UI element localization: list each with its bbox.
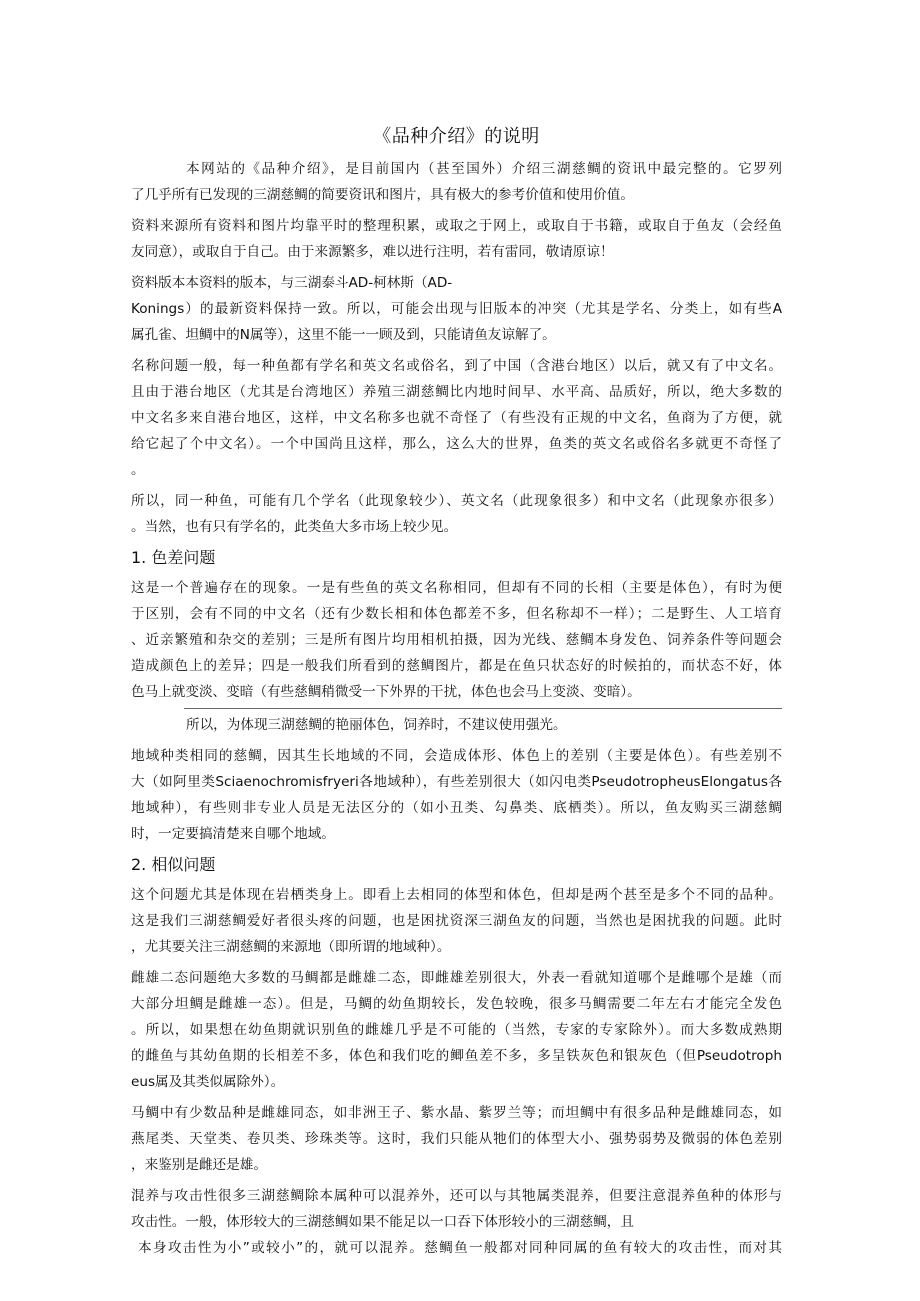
text-line: 大部分坦鲷是雌雄一态）。但是，马鲷的幼鱼期较长，发色较晚，很多马鲷需要二年左右才能完全发色 (131, 996, 782, 1012)
monomorphism-paragraph (131, 1100, 782, 1178)
dimorphism-paragraph (131, 965, 782, 1095)
document-title: 《品种介绍》的说明 (373, 126, 540, 147)
text-line: 这是一个普遍存在的现象。一是有些鱼的英文名称相同，但却有不同的长相（主要是体色），有时为便 (131, 580, 782, 596)
text-line: 本网站的《品种介绍》，是目前国内（甚至国外）介绍三湖慈鲷的资讯中最完整的。它罗列 (186, 161, 782, 177)
color-difference-paragraph (131, 575, 782, 705)
text-line: 且由于港台地区（尤其是台湾地区）养殖三湖慈鲷比内地时间早、水平高、品质好，所以，绝大多数的 (131, 384, 782, 400)
text-line: 造成颜色上的差异；四是一般我们所看到的慈鲷图片，都是在鱼只状态好的时候拍的，而状态不好，体 (131, 658, 782, 674)
section-heading-color-difference: 1. 色差问题 (131, 548, 216, 567)
text-line: 这是我们三湖慈鲷爱好者很头疼的问题，也是困扰资深三湖鱼友的问题，当然也是困扰我的问题。此时 (131, 913, 782, 929)
text-line: 给它起了个中文名）。一个中国尚且这样，那么，这么大的世界，鱼类的英文名或俗名多就更不奇怪了 (131, 436, 782, 452)
text-line: 地域种类相同的慈鲷，因其生长地域的不同，会造成体形、体色上的差别（主要是体色）。有些差别不 (131, 748, 782, 764)
text-line: 攻击性。一般，体形较大的三湖慈鲷如果不能足以一口吞下体形较小的三湖慈鲷，且 (131, 1214, 634, 1230)
text-line: 雌雄二态问题绝大多数的马鲷都是雌雄二态，即雌雄差别很大，外表一看就知道哪个是雌哪个是雄（而 (131, 970, 782, 986)
text-line: 。所以，如果想在幼鱼期就识别鱼的雌雄几乎是不可能的（当然，专家的专家除外）。而大多数成熟期 (131, 1022, 782, 1038)
lighting-advice-paragraph (131, 712, 782, 738)
text-line: 的雌鱼与其幼鱼期的长相差不多，体色和我们吃的鲫鱼差不多，多呈铁灰色和银灰色（但Pseudotroph (131, 1048, 782, 1064)
text-line: 这个问题尤其是体现在岩栖类身上。即看上去相同的体型和体色，但却是两个甚至是多个不同的品种。 (131, 887, 782, 903)
naming-paragraph (131, 353, 782, 483)
text-line: ，尤其要关注三湖慈鲷的来源地（即所谓的地域种）。 (131, 939, 451, 955)
text-line: 地域种），有些则非专业人员是无法区分的（如小丑类、勾鼻类、底栖类）。所以，鱼友购买三湖慈鲷 (131, 800, 782, 816)
regional-variants-paragraph (131, 743, 782, 847)
document-page (131, 124, 782, 1266)
text-line: 本身攻击性为小”或较小”的，就可以混养。慈鲷鱼一般都对同种同属的鱼有较大的攻击性，而对其 (138, 1240, 782, 1256)
text-line: 名称问题一般，每一种鱼都有学名和英文名或俗名，到了中国（含港台地区）以后，就又有了中文名。 (131, 358, 782, 374)
text-line: eus属及其类似属除外）。 (131, 1074, 285, 1090)
text-line: 了几乎所有已发现的三湖慈鲷的简要资讯和图片，具有极大的参考价值和使用价值。 (131, 187, 634, 203)
text-line: 所以，同一种鱼，可能有几个学名（此现象较少）、英文名（此现象很多）和中文名（此现象亦很多） (131, 493, 782, 509)
text-line: 资料版本本资料的版本，与三湖泰斗AD-柯林斯（AD- (131, 275, 453, 291)
mixing-aggression-paragraph (131, 1183, 782, 1261)
text-line: 混养与攻击性很多三湖慈鲷除本属种可以混养外，还可以与其牠属类混养，但要注意混养鱼种的体形与 (131, 1188, 782, 1204)
text-line: 。当然，也有只有学名的，此类鱼大多市场上较少见。 (131, 519, 458, 535)
text-line: ，来鉴别是雌还是雄。 (131, 1157, 267, 1173)
text-line: Konings）的最新资料保持一致。所以，可能会出现与旧版本的冲突（尤其是学名、分类上，如有些A (131, 301, 782, 317)
sources-paragraph (131, 213, 782, 265)
text-line: 大（如阿里类Sciaenochromisfryeri各地域种），有些差别很大（如闪电类PseudotropheusElongatus各 (131, 774, 782, 790)
text-line: 资料来源所有资料和图片均靠平时的整理积累，或取之于网上，或取自于书籍，或取自于鱼友（会经鱼 (131, 218, 782, 234)
text-line: 燕尾类、天堂类、卷贝类、珍珠类等。这时，我们只能从牠们的体型大小、强势弱势及微弱的体色差别 (131, 1131, 782, 1147)
intro-paragraph (131, 156, 782, 208)
text-line: 于区别，会有不同的中文名（还有少数长相和体色都差不多，但名称却不一样）；二是野生、人工培育 (131, 606, 782, 622)
text-line: 中文名多来自港台地区，这样，中文名称多也就不奇怪了（有些没有正规的中文名，鱼商为了方便，就 (131, 410, 782, 426)
similarity-paragraph (131, 882, 782, 960)
version-paragraph (131, 270, 782, 348)
text-line: 属孔雀、坦鲷中的N属等），这里不能一一顾及到，只能请鱼友谅解了。 (131, 327, 556, 343)
text-line: 。 (131, 462, 145, 478)
text-line: 色马上就变淡、变暗（有些慈鲷稍微受一下外界的干扰，体色也会马上变淡、变暗）。 (131, 684, 641, 700)
section-heading-similarity: 2. 相似问题 (131, 855, 216, 874)
horizontal-divider (184, 708, 782, 709)
text-line: 马鲷中有少数品种是雌雄同态，如非洲王子、紫水晶、紫罗兰等；而坦鲷中有很多品种是雌雄同态，如 (131, 1105, 782, 1121)
text-line: 时，一定要搞清楚来自哪个地域。 (131, 826, 335, 842)
text-line: 友同意），或取自于自己。由于来源繁多，难以进行注明，若有雷同，敬请原谅！ (131, 244, 614, 260)
text-line: 、近亲繁殖和杂交的差别；三是所有图片均用相机拍摄，因为光线、慈鲷本身发色、饲养条件等问题会 (131, 632, 782, 648)
text-line: 所以，为体现三湖慈鲷的艳丽体色，饲养时，不建议使用强光。 (186, 717, 567, 733)
naming-continued-paragraph (131, 488, 782, 540)
